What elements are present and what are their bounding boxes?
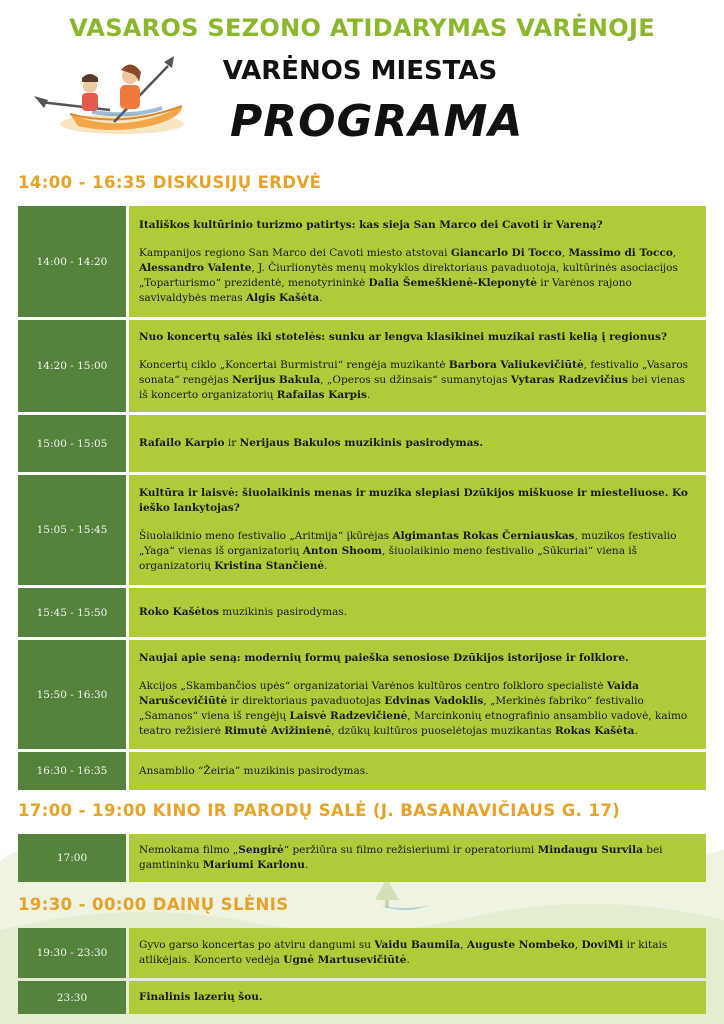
body-text: ir direktoriaus pavaduotojas	[227, 694, 385, 707]
session-body	[139, 436, 696, 451]
body-text: .	[634, 724, 638, 737]
person-name: Alessandro Valente	[139, 261, 252, 274]
body-text: .	[366, 388, 371, 401]
body-text: “ peržiūra su filmo režisieriumi ir operatoriumi	[283, 844, 538, 856]
session-title: Itališkos kultūrinio turizmo patirtys: kas sieja San Marco dei Cavoti ir Vareną?	[139, 218, 603, 231]
session-body	[139, 764, 696, 779]
time-cell: 17:00	[18, 834, 126, 882]
body-text: , festivalio „Vasaros sonata“ rengėjas	[139, 358, 689, 386]
body-text: ,	[574, 939, 582, 951]
session-body	[139, 990, 696, 1005]
table-row	[18, 475, 706, 585]
time-cell: 19:30 - 23:30	[18, 928, 126, 978]
person-name: Laisvė Radzevičienė	[289, 709, 408, 722]
person-name: Kristina Stančienė	[214, 560, 325, 572]
body-text: Koncertų ciklo „Koncertai Burmistrui“ rengėja muzikantė	[139, 358, 449, 371]
body-text: Šiuolaikinio meno festivalio „Aritmija“ įkūrėjas	[139, 530, 393, 542]
body-text: .	[324, 560, 328, 572]
person-name: Rafailo Karpio	[139, 437, 225, 449]
body-text: Kampanijos regiono San Marco dei Cavoti miesto atstovai	[139, 246, 451, 259]
session-body	[139, 529, 696, 574]
event-title: VASAROS SEZONO ATIDARYMAS VARĖNOJE	[69, 14, 655, 42]
body-text: , „Operos su džinsais“ sumanytojas	[320, 373, 511, 386]
section-heading-song-valley: 19:30 - 00:00 DAINŲ SLĖNIS	[18, 895, 289, 914]
person-name: Edvinas Vadoklis	[384, 694, 484, 707]
body-text: , dzūkų kultūros puoselėtojas muzikantas	[331, 724, 555, 737]
body-text: Gyvo garso koncertas po atviru dangumi su	[139, 939, 375, 951]
time-cell: 23:30	[18, 981, 126, 1014]
description-cell	[129, 206, 706, 317]
city-subtitle: VARĖNOS MIESTAS	[222, 56, 498, 86]
person-name: Algimantas Rokas Černiauskas	[392, 530, 575, 542]
session-title: Kultūra ir laisvė: šiuolaikinis menas ir muzika slepiasi Dzūkijos miškuose ir miesteliuose. Ko ieško lankytojas?	[139, 487, 688, 514]
table-row	[18, 206, 706, 317]
time-cell: 16:30 - 16:35	[18, 752, 126, 790]
description-cell	[129, 834, 706, 882]
body-text: muzikinis pasirodymas.	[218, 606, 348, 618]
person-name: Barbora Valiukevičiūtė	[448, 358, 584, 371]
time-cell: 14:20 - 15:00	[18, 320, 126, 412]
person-name: Dalia Šemeškienė-Kleponytė	[368, 276, 537, 289]
body-text: ir Varėnos rajono savivaldybės meras	[139, 276, 632, 304]
table-row	[18, 981, 706, 1014]
person-name: Rimutė Avižinienė	[224, 724, 332, 737]
session-body	[139, 605, 696, 620]
time-cell: 14:00 - 14:20	[18, 206, 126, 317]
person-name: Vaida Narušcevičiūtė	[139, 679, 639, 707]
body-text: ir	[224, 437, 240, 449]
table-row	[18, 752, 706, 790]
body-text: Nemokama filmo „	[139, 844, 239, 856]
session-body	[139, 938, 696, 968]
description-cell	[129, 752, 706, 790]
person-name: Vaidu Baumila	[374, 939, 461, 951]
body-text: .	[304, 859, 309, 871]
body-text: ,	[672, 246, 677, 259]
table-row	[18, 588, 706, 637]
body-text: .	[406, 954, 410, 966]
description-cell	[129, 588, 706, 637]
session-title: Naujai apie seną: modernių formų paieška senosiose Dzūkijos istorijose ir folklore.	[139, 651, 629, 664]
person-name: Rafailas Karpis	[276, 388, 367, 401]
table-row	[18, 640, 706, 749]
description-cell	[129, 640, 706, 749]
body-text: bei vienas iš koncerto organizatorių	[139, 373, 685, 401]
person-name: Auguste Nombeko	[466, 939, 575, 951]
body-text: , J. Čiurlionytės menų mokyklos direktoriaus pavaduotoja, kultūrinės asociacijos „Toparturismo“ prezidentė, menotyrininkė	[139, 261, 678, 289]
table-row	[18, 415, 706, 472]
description-cell	[129, 320, 706, 412]
program-heading: PROGRAMA	[230, 96, 524, 147]
person-name: Finalinis lazerių šou.	[139, 991, 263, 1003]
person-name: Nerijaus Bakulos muzikinis pasirodymas.	[239, 437, 483, 449]
session-title: Nuo koncertų salės iki stotelės: sunku ar lengva klasikinei muzikai rasti kelią į regionus?	[139, 330, 668, 343]
person-name: Anton Shoom	[302, 545, 382, 557]
person-name: Roko Kašėtos	[139, 606, 219, 618]
time-cell: 15:05 - 15:45	[18, 475, 126, 585]
body-text: Akcijos „Skambančios upės“ organizatoriai Varėnos kultūros centro folkloro specialistė	[139, 679, 607, 692]
person-name: Rokas Kašėta	[554, 724, 635, 737]
person-name: Mariumi Karlonu	[202, 859, 305, 871]
person-name: Mindaugu Survila	[537, 844, 643, 856]
description-cell	[129, 981, 706, 1014]
description-cell	[129, 475, 706, 585]
section-heading-discussions: 14:00 - 16:35 DISKUSIJŲ ERDVĖ	[18, 173, 322, 192]
section-heading-cinema: 17:00 - 19:00 KINO IR PARODŲ SALĖ (J. BASANAVIČIAUS G. 17)	[18, 801, 621, 820]
session-body	[139, 679, 696, 739]
table-row	[18, 834, 706, 882]
person-name: Giancarlo Di Tocco	[450, 246, 562, 259]
person-name: Algis Kašėta	[245, 291, 320, 304]
body-text: Ansamblio “Žeiria” muzikinis pasirodymas.	[139, 764, 369, 777]
time-cell: 15:50 - 16:30	[18, 640, 126, 749]
person-name: Sengirė	[238, 844, 284, 856]
session-body	[139, 843, 696, 873]
body-text: , „Merkinės fabriko“ festivalio „Samanos“ viena iš rengėjų	[139, 694, 644, 722]
description-cell	[129, 415, 706, 472]
session-body	[139, 358, 696, 403]
time-cell: 15:45 - 15:50	[18, 588, 126, 637]
table-row	[18, 320, 706, 412]
person-name: Massimo di Tocco	[568, 246, 673, 259]
kayak-illustration-icon	[32, 52, 192, 152]
body-text: ,	[460, 939, 467, 951]
body-text: , Marcinkonių etnografinio ansamblio vadovė, kaimo teatro režisierė	[139, 709, 688, 737]
body-text: ir kitais atlikėjais. Koncerto vedėja	[139, 939, 668, 966]
table-row	[18, 928, 706, 978]
time-cell: 15:00 - 15:05	[18, 415, 126, 472]
body-text: , muzikos festivalio „Yaga“ vienas iš organizatorių	[139, 530, 677, 557]
body-text: .	[319, 291, 323, 304]
person-name: Vytaras Radzevičius	[510, 373, 628, 386]
body-text: , šiuolaikinio meno festivalio „Sūkuriai“ viena iš organizatorių	[139, 545, 638, 572]
description-cell	[129, 928, 706, 978]
person-name: Ugnė Martusevičiūtė	[283, 954, 407, 966]
body-text: ,	[561, 246, 569, 259]
session-body	[139, 246, 696, 306]
person-name: DoviMi	[581, 939, 624, 951]
person-name: Nerijus Bakula	[232, 373, 321, 386]
body-text: bei gamtininku	[139, 844, 663, 871]
